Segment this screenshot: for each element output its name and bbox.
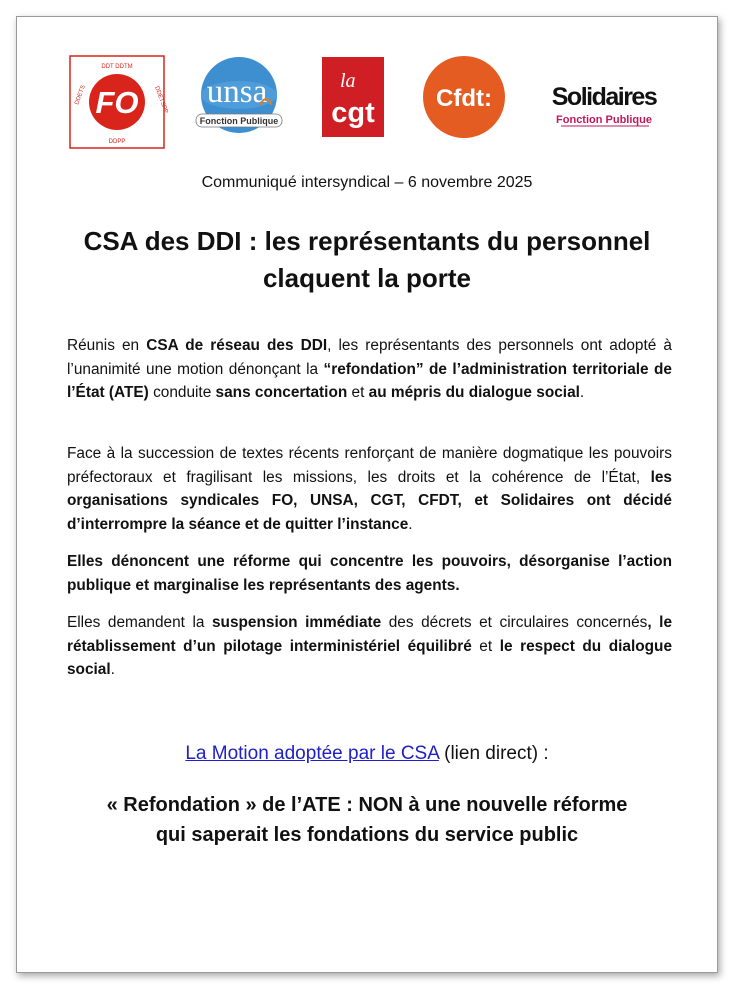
p4-text-4: . bbox=[110, 661, 115, 679]
paragraph-3 bbox=[67, 550, 672, 597]
p4-bold-1: suspension immédiate bbox=[212, 614, 382, 631]
dateline: Communiqué intersyndical – 6 novembre 2025 bbox=[201, 174, 533, 191]
closing-line-1: « Refondation » de l’ATE : NON à une nouvelle réforme bbox=[106, 794, 628, 816]
p4-text-2: des décrets et circulaires concernés bbox=[381, 614, 648, 631]
p1-text-5: . bbox=[579, 384, 585, 402]
p1-text-2: , les représentants des personnels ont adopté à l’unanimité une motion dénonçant la bbox=[67, 337, 672, 378]
cfdt-logo-text: Cfdt: bbox=[436, 85, 492, 112]
unsa-caption: Fonction Publique bbox=[199, 116, 279, 126]
solidaires-caption: Fonction Publique bbox=[556, 114, 652, 126]
p4-bold-2: , le rétablissement d’un pilotage interministériel équilibré bbox=[67, 614, 673, 655]
p1-text-1: Réunis en bbox=[67, 337, 147, 354]
cfdt-logo bbox=[422, 55, 506, 139]
p1-text-3: conduite bbox=[148, 384, 216, 402]
p4-text-1: Elles demandent la bbox=[67, 614, 212, 631]
p3-bold-1: Elles dénoncent une réforme qui concentre les pouvoirs, désorganise l’action publique et marginalise les représentants des agents. bbox=[67, 553, 672, 594]
paragraph-2 bbox=[67, 442, 672, 536]
cgt-logo-top: la bbox=[340, 70, 356, 92]
p1-bold-2: “refondation” de l’administration territoriale de l’État (ATE) bbox=[67, 360, 672, 402]
cgt-logo-text: cgt bbox=[331, 97, 375, 129]
fo-logo-text: FO bbox=[95, 85, 139, 120]
p1-bold-3: sans concertation bbox=[215, 384, 348, 402]
closing-statement bbox=[17, 790, 717, 850]
motion-link[interactable]: La Motion adoptée par le CSA bbox=[185, 743, 439, 764]
document-page bbox=[16, 16, 718, 973]
fo-logo bbox=[69, 55, 169, 149]
p2-bold-1: les organisations syndicales FO, UNSA, CGT, CFDT, et Solidaires ont décidé d’interrompre la séance et de quitter l’instance bbox=[67, 468, 672, 533]
p4-bold-3: le respect du dialogue social bbox=[67, 637, 673, 679]
fo-ring-bottom: DDPP bbox=[108, 139, 126, 145]
page-title bbox=[17, 223, 717, 297]
closing-line-2: qui saperait les fondations du service public bbox=[155, 824, 579, 846]
paragraph-4 bbox=[67, 611, 672, 682]
paragraph-1 bbox=[67, 334, 672, 405]
solidaires-logo bbox=[539, 79, 669, 129]
motion-suffix: (lien direct) : bbox=[438, 743, 549, 764]
solidaires-logo-text: Solidaires bbox=[551, 83, 657, 111]
p1-bold-4: au mépris du dialogue social bbox=[368, 384, 580, 402]
title-line-2: claquent la porte bbox=[262, 263, 472, 293]
p1-text-4: et bbox=[347, 384, 369, 402]
title-line-1: CSA des DDI : les représentants du personnel bbox=[83, 226, 651, 256]
p2-text-1: Face à la succession de textes récents renforçant de manière dogmatique les pouvoirs préfectoraux et fragilisant les missions, les droits et la cohérence de l’État, bbox=[67, 445, 672, 486]
fo-ring-top: DDT DDTM bbox=[101, 64, 133, 70]
cgt-logo bbox=[322, 57, 384, 137]
motion-line bbox=[17, 743, 717, 765]
fo-ring-right: DDETSPP bbox=[153, 85, 169, 115]
unsa-logo bbox=[190, 55, 288, 135]
p2-text-2: . bbox=[408, 515, 413, 533]
p4-text-3: et bbox=[471, 637, 500, 655]
fo-ring-left: DDETS bbox=[74, 84, 87, 106]
unsa-logo-text: unsa bbox=[206, 74, 268, 110]
p1-bold-1: CSA de réseau des DDI bbox=[146, 337, 328, 354]
